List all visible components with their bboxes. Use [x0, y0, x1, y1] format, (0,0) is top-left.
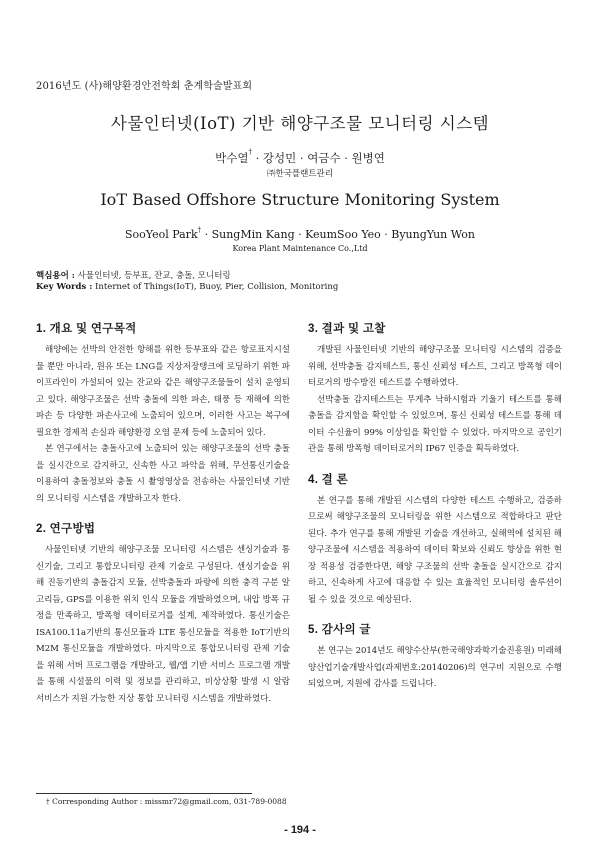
- corresponding-mark-english: †: [197, 226, 202, 234]
- intro-paragraph-2: 본 연구에서는 충돌사고에 노출되어 있는 해양구조물의 선박 충돌을 실시간으로 감지하고, 신속한 사고 파악을 위해, 무선통신기술을 이용하여 충돌정보와 충돌 시 촬영영상을 전송하는 사물인터넷 기반의 모니터링 시스템을 개발하고자 한다.: [36, 444, 290, 504]
- keywords-korean-label: 핵심용어 :: [36, 271, 75, 281]
- footnote-mark: †: [46, 797, 50, 806]
- keywords-english-list: Internet of Things(IoT), Buoy, Pier, Collision, Monitoring: [92, 282, 339, 292]
- left-column: [36, 320, 290, 707]
- authors-rest-korean: · 강성민 · 여금수 · 원병연: [251, 151, 385, 165]
- intro-paragraph-1: 해양에는 선박의 안전한 항해를 위한 등부표와 같은 항로표지시설물 뿐만 아니라, 원유 또는 LNG를 지상저장탱크에 로딩하기 위한 파이프라인이 가설되어 있는 잔교와 같은 해양구조물들이 설치 운영되고 있다. 해양구조물은 선박 충돌에 의한 파손, 태풍 등 재해에 의한 파손 등 다양한 파손사고에 노출되어 있으며, 이러한 사고는 복구에 필요한 경제적 손실과 해양환경 오염 문제 등에 노출되어 있다.: [36, 345, 290, 438]
- footnote-corresponding-author: [46, 797, 287, 806]
- acknowledgement-paragraph-1: 본 연구는 2014년도 해양수산부(한국해양과학기술진흥원) 미래해양산업기술개발사업(과제번호:20140206)의 연구비 지원으로 수행되었으며, 지원에 감사를 드립니다.: [308, 646, 562, 689]
- page-number: - 194 -: [284, 824, 316, 836]
- method-paragraph-1: 사물인터넷 기반의 해양구조물 모니터링 시스템은 센싱기술과 통신기술, 그리고 통합모니터링 관제 기술로 구성된다. 센싱기술을 위해 진동기반의 충돌감지 모듈, 선박충돌과 파랑에 의한 충격 구분 알고리듬, GPS를 이용한 위치 인식 모듈을 개발하였으며, 내압 방폭 규정을 만족하고, 방폭형 데이터로거를 설계, 제작하였다. 통신기술은 ISA100.11a기반의 통신모듈과 LTE 통신모듈을 적용한 IoT기반의 M2M 통신모듈을 개발하였다. 마지막으로 통합모니터링 관제 기술을 위해 서버 프로그램을 개발하고, 웹/앱 기반 서비스 프로그램 개발을 통해 시설물의 이력 및 정보를 관리하고, 비상상황 발생 시 알람 서비스가 지원 가능한 지상 통합 모니터링 시스템을 개발하였다.: [36, 545, 290, 704]
- footnote-divider: [36, 793, 252, 794]
- conference-header: 2016년도 (사)해양환경안전학회 춘계학술발표회: [36, 81, 253, 92]
- authors-rest-english: · SungMin Kang · KeumSoo Yeo · ByungYun Won: [201, 228, 475, 241]
- results-paragraph-2: 선박충돌 감지테스트는 무게추 낙하시험과 기울기 테스트를 통해 충돌을 감지함을 확인할 수 있었으며, 통신 신뢰성 테스트를 통해 데이터 수신율이 99% 이상임을 확인할 수 있었다. 마지막으로 공인기관을 통해 방폭형 데이터로거의 IP67 인증을 획득하였다.: [308, 394, 562, 454]
- section-heading-conclusion: 4. 결 론: [308, 473, 348, 486]
- title-korean: 사물인터넷(IoT) 기반 해양구조물 모니터링 시스템: [110, 114, 490, 133]
- section-heading-method: 2. 연구방법: [36, 523, 96, 535]
- keywords-english: [36, 282, 338, 292]
- keywords-korean-list: 사물인터넷, 등부표, 잔교, 충돌, 모니터링: [74, 271, 231, 281]
- section-heading-results: 3. 결과 및 고찰: [308, 323, 386, 335]
- author-first-english: SooYeol Park: [124, 228, 198, 241]
- keywords-english-label: Key Words :: [36, 282, 93, 292]
- section-heading-intro: 1. 개요 및 연구목적: [36, 323, 137, 335]
- keywords-korean: [36, 269, 231, 281]
- conclusion-paragraph-1: 본 연구를 통해 개발된 시스템의 다양한 테스트 수행하고, 검증하므로써 해양구조물의 모니터링을 위한 시스템으로 적합하다고 판단된다. 추가 연구를 통해 개발된 기술을 개선하고, 실해역에 설치된 해양구조물에 시스템을 적용하여 데이터 확보와 신뢰도 향상을 위한 현장 적용성 검증한다면, 해양 구조물의 선박 충돌을 실시간으로 감지하고, 신속하게 사고에 대응할 수 있는 효율적인 모니터링 솔루션이 될 수 있을 것으로 예상된다.: [308, 495, 562, 605]
- authors-korean: [0, 150, 600, 166]
- title-english: IoT Based Offshore Structure Monitoring System: [100, 190, 500, 209]
- section-heading-acknowledgement: 5. 감사의 글: [308, 624, 371, 636]
- right-column: [308, 320, 562, 693]
- author-first-korean: 박수열: [215, 151, 249, 165]
- affiliation-korean: ㈜한국플랜트관리: [267, 169, 333, 179]
- footnote-text: Corresponding Author : missmr72@gmail.com, 031-789-0088: [49, 797, 287, 806]
- authors-english: [0, 228, 600, 241]
- affiliation-english: Korea Plant Maintenance Co.,Ltd: [232, 244, 368, 253]
- results-paragraph-1: 개발된 사물인터넷 기반의 해양구조물 모니터링 시스템의 검증을 위해, 선박충돌 감지테스트, 통신 신뢰성 테스트, 그리고 방폭형 데이터로거의 방수방진 테스트를 수행하였다.: [308, 345, 562, 388]
- corresponding-mark-korean: †: [248, 148, 252, 156]
